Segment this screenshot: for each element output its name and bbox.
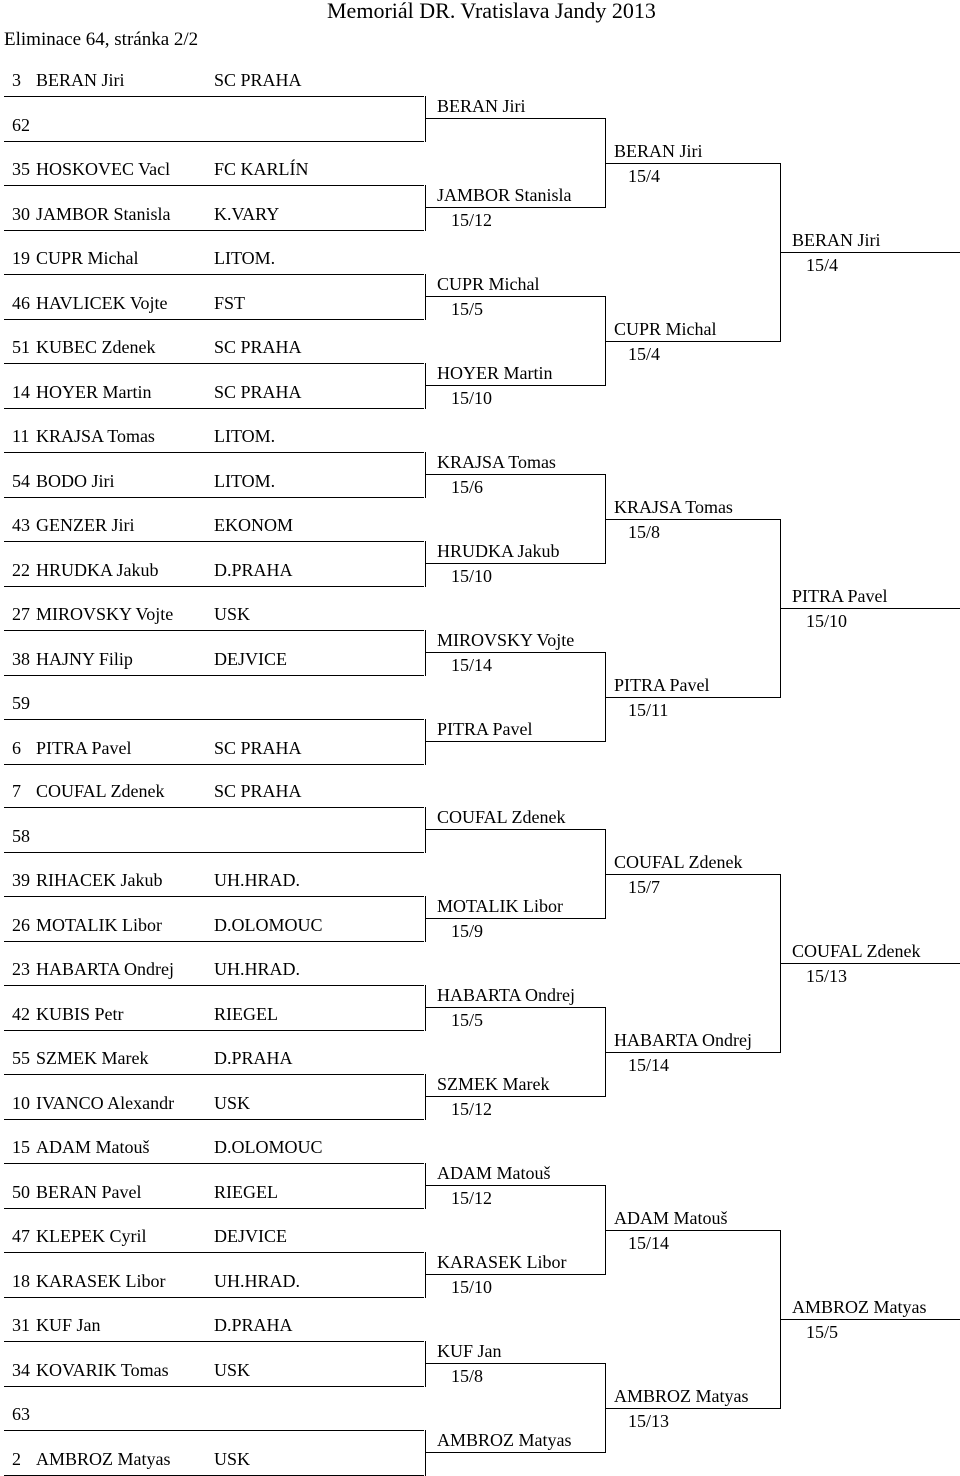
club-name: USK — [214, 1448, 251, 1469]
seed-number: 31 — [12, 1315, 30, 1335]
r3-winner-score: 15/13 — [628, 1411, 670, 1431]
entry-rule — [4, 586, 424, 587]
fencer-name: KUBEC Zdenek — [36, 337, 156, 357]
r3-winner-name: COUFAL Zdenek — [614, 852, 743, 872]
r3-winner-score: 15/8 — [628, 522, 661, 542]
r3-winner-score: 15/4 — [628, 344, 661, 364]
seed-number: 30 — [12, 203, 30, 224]
club-name: USK — [214, 1359, 251, 1380]
r2-rule — [425, 918, 605, 919]
seed-entry — [12, 827, 412, 847]
r3-winner-score: 15/4 — [628, 166, 661, 186]
r3-winner-name: ADAM Matouš — [614, 1208, 728, 1228]
seed-entry — [12, 116, 412, 136]
fencer-name: ADAM Matouš — [36, 1137, 150, 1157]
r2-winner-name: MOTALIK Libor — [437, 896, 564, 916]
r4-winner-name: COUFAL Zdenek — [792, 941, 921, 961]
entry-rule — [4, 541, 424, 542]
club-name: D.PRAHA — [214, 1048, 293, 1068]
r2-rule — [425, 207, 605, 208]
r3-rule — [605, 874, 780, 875]
r2-winner-score: 15/12 — [451, 1099, 493, 1119]
r2-winner-name: CUPR Michal — [437, 274, 540, 294]
seed-entry — [12, 338, 412, 358]
entry-rule — [4, 1252, 424, 1253]
club-name: UH.HRAD. — [214, 959, 301, 979]
fencer-name: GENZER Jiri — [36, 515, 135, 535]
seed-number: 34 — [12, 1359, 30, 1380]
seed-entry — [12, 71, 412, 91]
seed-number: 10 — [12, 1092, 30, 1113]
seed-entry — [12, 782, 412, 802]
seed-entry — [12, 427, 412, 447]
seed-number: 15 — [12, 1137, 30, 1157]
seed-number: 6 — [12, 737, 21, 758]
seed-number: 14 — [12, 381, 30, 402]
seed-number: 39 — [12, 870, 30, 890]
seed-number: 22 — [12, 559, 30, 580]
entry-rule — [4, 1208, 424, 1209]
entry-rule — [4, 363, 424, 364]
r4-winner-score: 15/13 — [806, 966, 848, 986]
club-name: RIEGEL — [214, 1003, 278, 1024]
r4-rule — [780, 1319, 960, 1320]
fencer-name: HAVLICEK Vojte — [36, 292, 168, 313]
r2-winner-name: COUFAL Zdenek — [437, 807, 566, 827]
entry-rule — [4, 1386, 424, 1387]
r2-rule — [425, 1185, 605, 1186]
seed-number: 26 — [12, 914, 30, 935]
seed-number: 62 — [12, 114, 30, 135]
r2-winner-score: 15/14 — [451, 655, 493, 675]
seed-entry — [12, 1005, 412, 1025]
entry-rule — [4, 807, 424, 808]
seed-entry — [12, 383, 412, 403]
r2-winner-name: KRAJSA Tomas — [437, 452, 556, 472]
entry-rule — [4, 1297, 424, 1298]
entry-rule — [4, 764, 424, 765]
r2-winner-name: SZMEK Marek — [437, 1074, 550, 1094]
club-name: DEJVICE — [214, 648, 287, 669]
entry-rule — [4, 1341, 424, 1342]
seed-entry — [12, 516, 412, 536]
seed-number: 55 — [12, 1048, 30, 1068]
entry-rule — [4, 719, 424, 720]
r3-winner-name: KRAJSA Tomas — [614, 497, 733, 517]
fencer-name: HRUDKA Jakub — [36, 559, 159, 580]
seed-entry — [12, 249, 412, 269]
r3-winner-score: 15/7 — [628, 877, 661, 897]
club-name: K.VARY — [214, 203, 280, 224]
r2-rule — [425, 563, 605, 564]
seed-entry — [12, 1272, 412, 1292]
seed-number: 63 — [12, 1404, 30, 1424]
seed-entry — [12, 1316, 412, 1336]
club-name: LITOM. — [214, 426, 276, 446]
seed-entry — [12, 294, 412, 314]
entry-rule — [4, 1475, 424, 1476]
seed-number: 23 — [12, 959, 30, 979]
fencer-name: BERAN Pavel — [36, 1181, 142, 1202]
seed-entry — [12, 1094, 412, 1114]
club-name: RIEGEL — [214, 1181, 278, 1202]
seed-entry — [12, 205, 412, 225]
r2-winner-name: MIROVSKY Vojte — [437, 630, 575, 650]
club-name: USK — [214, 604, 251, 624]
fencer-name: MIROVSKY Vojte — [36, 604, 174, 624]
r2-rule — [425, 1007, 605, 1008]
seed-number: 51 — [12, 337, 30, 357]
club-name: D.OLOMOUC — [214, 914, 323, 935]
club-name: SC PRAHA — [214, 737, 302, 758]
club-name: LITOM. — [214, 248, 276, 268]
r2-rule — [425, 474, 605, 475]
entry-rule — [4, 230, 424, 231]
fencer-name: AMBROZ Matyas — [36, 1448, 171, 1469]
fencer-name: SZMEK Marek — [36, 1048, 149, 1068]
r2-winner-score: 15/9 — [451, 921, 484, 941]
r3-winner-score: 15/11 — [628, 700, 669, 720]
fencer-name: HOSKOVEC Vacl — [36, 159, 171, 179]
r2-winner-score: 15/5 — [451, 1010, 484, 1030]
club-name: SC PRAHA — [214, 70, 302, 90]
r2-winner-name: HOYER Martin — [437, 363, 553, 383]
r3-rule — [605, 697, 780, 698]
fencer-name: BERAN Jiri — [36, 70, 125, 90]
r2-winner-score: 15/10 — [451, 388, 493, 408]
club-name: EKONOM — [214, 515, 293, 535]
seed-number: 27 — [12, 604, 30, 624]
r2-winner-score: 15/12 — [451, 210, 493, 230]
r2-rule — [425, 741, 605, 742]
seed-entry — [12, 605, 412, 625]
seed-number: 50 — [12, 1181, 30, 1202]
seed-number: 43 — [12, 515, 30, 535]
entry-rule — [4, 941, 424, 942]
seed-number: 54 — [12, 470, 30, 491]
entry-rule — [4, 141, 424, 142]
entry-rule — [4, 1030, 424, 1031]
seed-number: 59 — [12, 693, 30, 713]
entry-rule — [4, 675, 424, 676]
club-name: SC PRAHA — [214, 337, 302, 357]
club-name: FC KARLÍN — [214, 159, 309, 179]
seed-number: 47 — [12, 1226, 30, 1246]
entry-rule — [4, 630, 424, 631]
entry-rule — [4, 1074, 424, 1075]
entry-rule — [4, 1163, 424, 1164]
r2-winner-name: BERAN Jiri — [437, 96, 526, 116]
page-title: Memoriál DR. Vratislava Jandy 2013 — [327, 0, 656, 23]
club-name: FST — [214, 292, 246, 313]
entry-rule — [4, 274, 424, 275]
r2-winner-name: JAMBOR Stanisla — [437, 185, 572, 205]
r2-winner-name: HRUDKA Jakub — [437, 541, 560, 561]
r3-winner-score: 15/14 — [628, 1055, 670, 1075]
seed-entry — [12, 650, 412, 670]
seed-entry — [12, 1227, 412, 1247]
r4-winner-name: PITRA Pavel — [792, 586, 888, 606]
fencer-name: MOTALIK Libor — [36, 914, 163, 935]
r2-winner-score: 15/8 — [451, 1366, 484, 1386]
r3-rule — [605, 519, 780, 520]
seed-entry — [12, 871, 412, 891]
club-name: D.PRAHA — [214, 559, 293, 580]
club-name: D.OLOMOUC — [214, 1137, 323, 1157]
fencer-name: KUBIS Petr — [36, 1003, 124, 1024]
seed-entry — [12, 739, 412, 759]
r3-rule — [605, 341, 780, 342]
entry-rule — [4, 985, 424, 986]
seed-entry — [12, 1183, 412, 1203]
fencer-name: HOYER Martin — [36, 381, 152, 402]
r2-winner-score: 15/10 — [451, 1277, 493, 1297]
entry-rule — [4, 1119, 424, 1120]
seed-entry — [12, 160, 412, 180]
seed-entry — [12, 561, 412, 581]
r2-winner-score: 15/6 — [451, 477, 484, 497]
entry-rule — [4, 896, 424, 897]
entry-rule — [4, 497, 424, 498]
r2-rule — [425, 118, 605, 119]
seed-entry — [12, 472, 412, 492]
seed-entry — [12, 1361, 412, 1381]
seed-entry — [12, 1405, 412, 1425]
r4-winner-name: AMBROZ Matyas — [792, 1297, 927, 1317]
r2-winner-name: PITRA Pavel — [437, 719, 533, 739]
seed-number: 46 — [12, 292, 30, 313]
seed-number: 42 — [12, 1003, 30, 1024]
r2-winner-name: HABARTA Ondrej — [437, 985, 575, 1005]
club-name: DEJVICE — [214, 1226, 287, 1246]
r4-rule — [780, 608, 960, 609]
r2-rule — [425, 652, 605, 653]
fencer-name: KRAJSA Tomas — [36, 426, 155, 446]
club-name: UH.HRAD. — [214, 1270, 301, 1291]
seed-entry — [12, 960, 412, 980]
r2-rule — [425, 829, 605, 830]
r2-rule — [425, 1274, 605, 1275]
r2-rule — [425, 385, 605, 386]
r3-winner-name: PITRA Pavel — [614, 675, 710, 695]
seed-number: 7 — [12, 781, 21, 801]
r3-winner-name: HABARTA Ondrej — [614, 1030, 752, 1050]
r3-winner-score: 15/14 — [628, 1233, 670, 1253]
club-name: D.PRAHA — [214, 1315, 293, 1335]
fencer-name: RIHACEK Jakub — [36, 870, 163, 890]
fencer-name: KUF Jan — [36, 1315, 101, 1335]
seed-number: 3 — [12, 70, 21, 90]
fencer-name: COUFAL Zdenek — [36, 781, 165, 801]
r2-rule — [425, 1452, 605, 1453]
seed-entry — [12, 1049, 412, 1069]
r2-rule — [425, 1363, 605, 1364]
club-name: UH.HRAD. — [214, 870, 301, 890]
fencer-name: HABARTA Ondrej — [36, 959, 174, 979]
r2-winner-name: KARASEK Libor — [437, 1252, 567, 1272]
r3-rule — [605, 163, 780, 164]
r2-rule — [425, 296, 605, 297]
fencer-name: PITRA Pavel — [36, 737, 132, 758]
fencer-name: BODO Jiri — [36, 470, 115, 491]
fencer-name: KLEPEK Cyril — [36, 1226, 147, 1246]
fencer-name: JAMBOR Stanisla — [36, 203, 171, 224]
r4-rule — [780, 252, 960, 253]
seed-number: 2 — [12, 1448, 21, 1469]
r4-rule — [780, 963, 960, 964]
r2-winner-name: KUF Jan — [437, 1341, 502, 1361]
r2-winner-name: ADAM Matouš — [437, 1163, 551, 1183]
r4-winner-score: 15/4 — [806, 255, 839, 275]
club-name: SC PRAHA — [214, 381, 302, 402]
fencer-name: CUPR Michal — [36, 248, 139, 268]
entry-rule — [4, 452, 424, 453]
seed-number: 38 — [12, 648, 30, 669]
entry-rule — [4, 185, 424, 186]
fencer-name: KARASEK Libor — [36, 1270, 166, 1291]
r3-winner-name: AMBROZ Matyas — [614, 1386, 749, 1406]
r4-winner-name: BERAN Jiri — [792, 230, 881, 250]
fencer-name: HAJNY Filip — [36, 648, 133, 669]
seed-entry — [12, 916, 412, 936]
entry-rule — [4, 319, 424, 320]
entry-rule — [4, 408, 424, 409]
r2-rule — [425, 1096, 605, 1097]
seed-entry — [12, 694, 412, 714]
r2-winner-score: 15/10 — [451, 566, 493, 586]
club-name: USK — [214, 1092, 251, 1113]
r3-winner-name: BERAN Jiri — [614, 141, 703, 161]
entry-rule — [4, 96, 424, 97]
r4-winner-score: 15/5 — [806, 1322, 839, 1342]
seed-number: 58 — [12, 825, 30, 846]
r2-winner-name: AMBROZ Matyas — [437, 1430, 572, 1450]
fencer-name: IVANCO Alexandr — [36, 1092, 175, 1113]
seed-entry — [12, 1138, 412, 1158]
club-name: SC PRAHA — [214, 781, 302, 801]
seed-number: 11 — [12, 426, 30, 446]
seed-number: 19 — [12, 248, 30, 268]
r3-rule — [605, 1052, 780, 1053]
r3-rule — [605, 1408, 780, 1409]
r3-rule — [605, 1230, 780, 1231]
seed-number: 35 — [12, 159, 30, 179]
r4-winner-score: 15/10 — [806, 611, 848, 631]
r2-winner-score: 15/5 — [451, 299, 484, 319]
club-name: LITOM. — [214, 470, 276, 491]
entry-rule — [4, 1430, 424, 1431]
seed-number: 18 — [12, 1270, 30, 1291]
page-subtitle: Eliminace 64, stránka 2/2 — [4, 29, 199, 50]
fencer-name: KOVARIK Tomas — [36, 1359, 169, 1380]
r2-winner-score: 15/12 — [451, 1188, 493, 1208]
r3-winner-name: CUPR Michal — [614, 319, 717, 339]
seed-entry — [12, 1450, 412, 1470]
entry-rule — [4, 852, 424, 853]
